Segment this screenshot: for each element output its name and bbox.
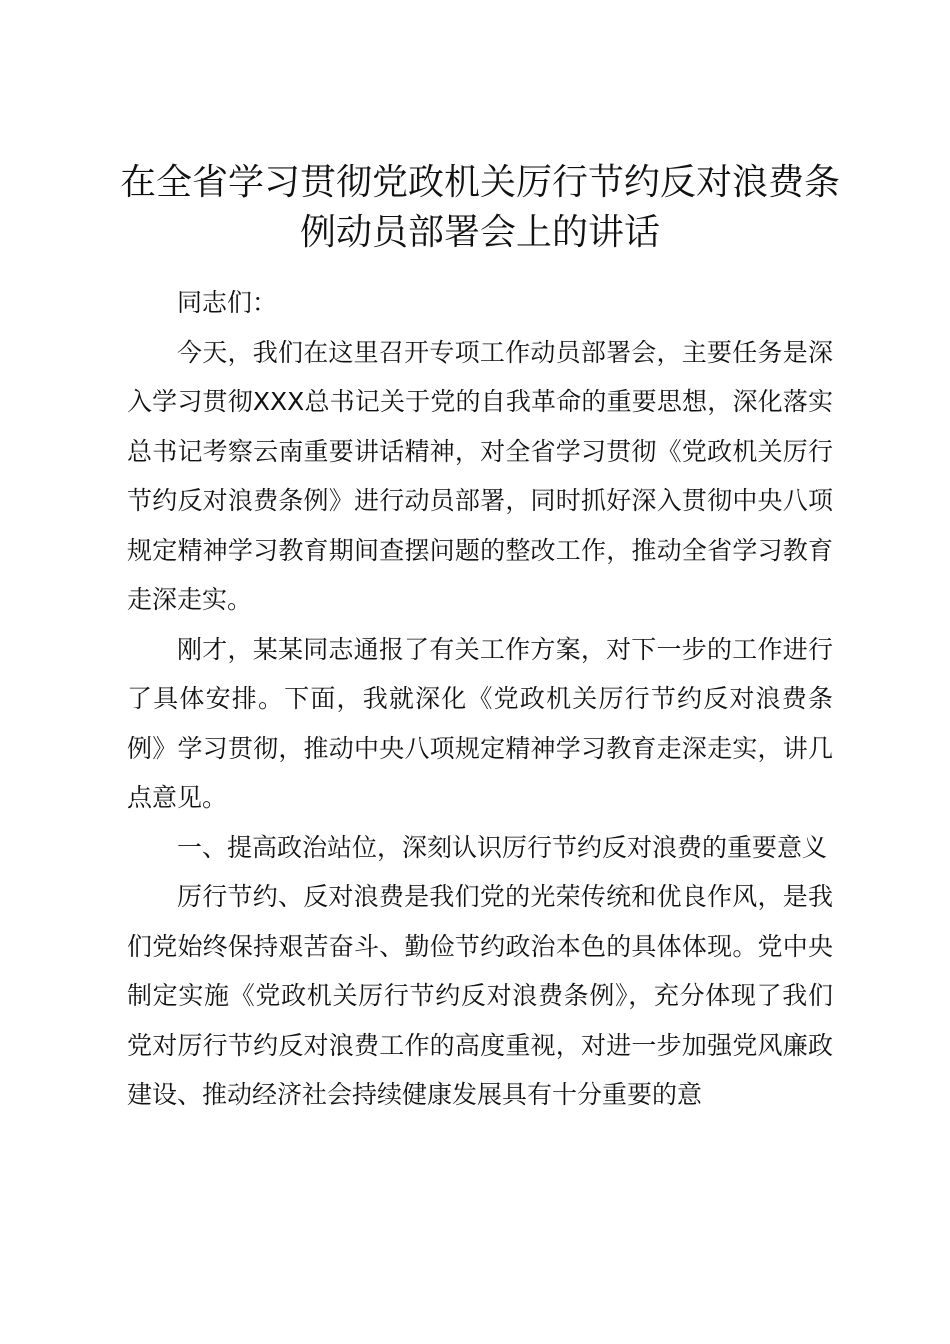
section-heading-1: 一、提高政治站位，深刻认识厉行节约反对浪费的重要意义 <box>177 832 828 862</box>
document-body <box>127 278 833 1120</box>
paragraph-intro: 今天，我们在这里召开专项工作动员部署会，主要任务是深入学习贯彻XXX总书记关于党的自我革命的重要思想，深化落实总书记考察云南重要讲话精神，对全省学习贯彻《党政机关厉行节约反对浪费条例》进行动员部署，同时抓好深入贯彻中央八项规定精神学习教育期间查摆问题的整改工作，推动全省学习教育走深走实。 <box>127 337 833 614</box>
document-title: 在全省学习贯彻党政机关厉行节约反对浪费条例动员部署会上的讲话 <box>119 162 840 253</box>
salutation: 同志们： <box>177 288 278 317</box>
paragraph-section-1: 厉行节约、反对浪费是我们党的光荣传统和优良作风，是我们党始终保持艰苦奋斗、勤俭节约政治本色的具体体现。党中央制定实施《党政机关厉行节约反对浪费条例》，充分体现了我们党对厉行节约反对浪费工作的高度重视，对进一步加强党风廉政建设、推动经济社会持续健康发展具有十分重要的意 <box>127 882 833 1109</box>
paragraph-overview: 刚才，某某同志通报了有关工作方案，对下一步的工作进行了具体安排。下面，我就深化《党政机关厉行节约反对浪费条例》学习贯彻，推动中央八项规定精神学习教育走深走实，讲几点意见。 <box>127 634 833 812</box>
